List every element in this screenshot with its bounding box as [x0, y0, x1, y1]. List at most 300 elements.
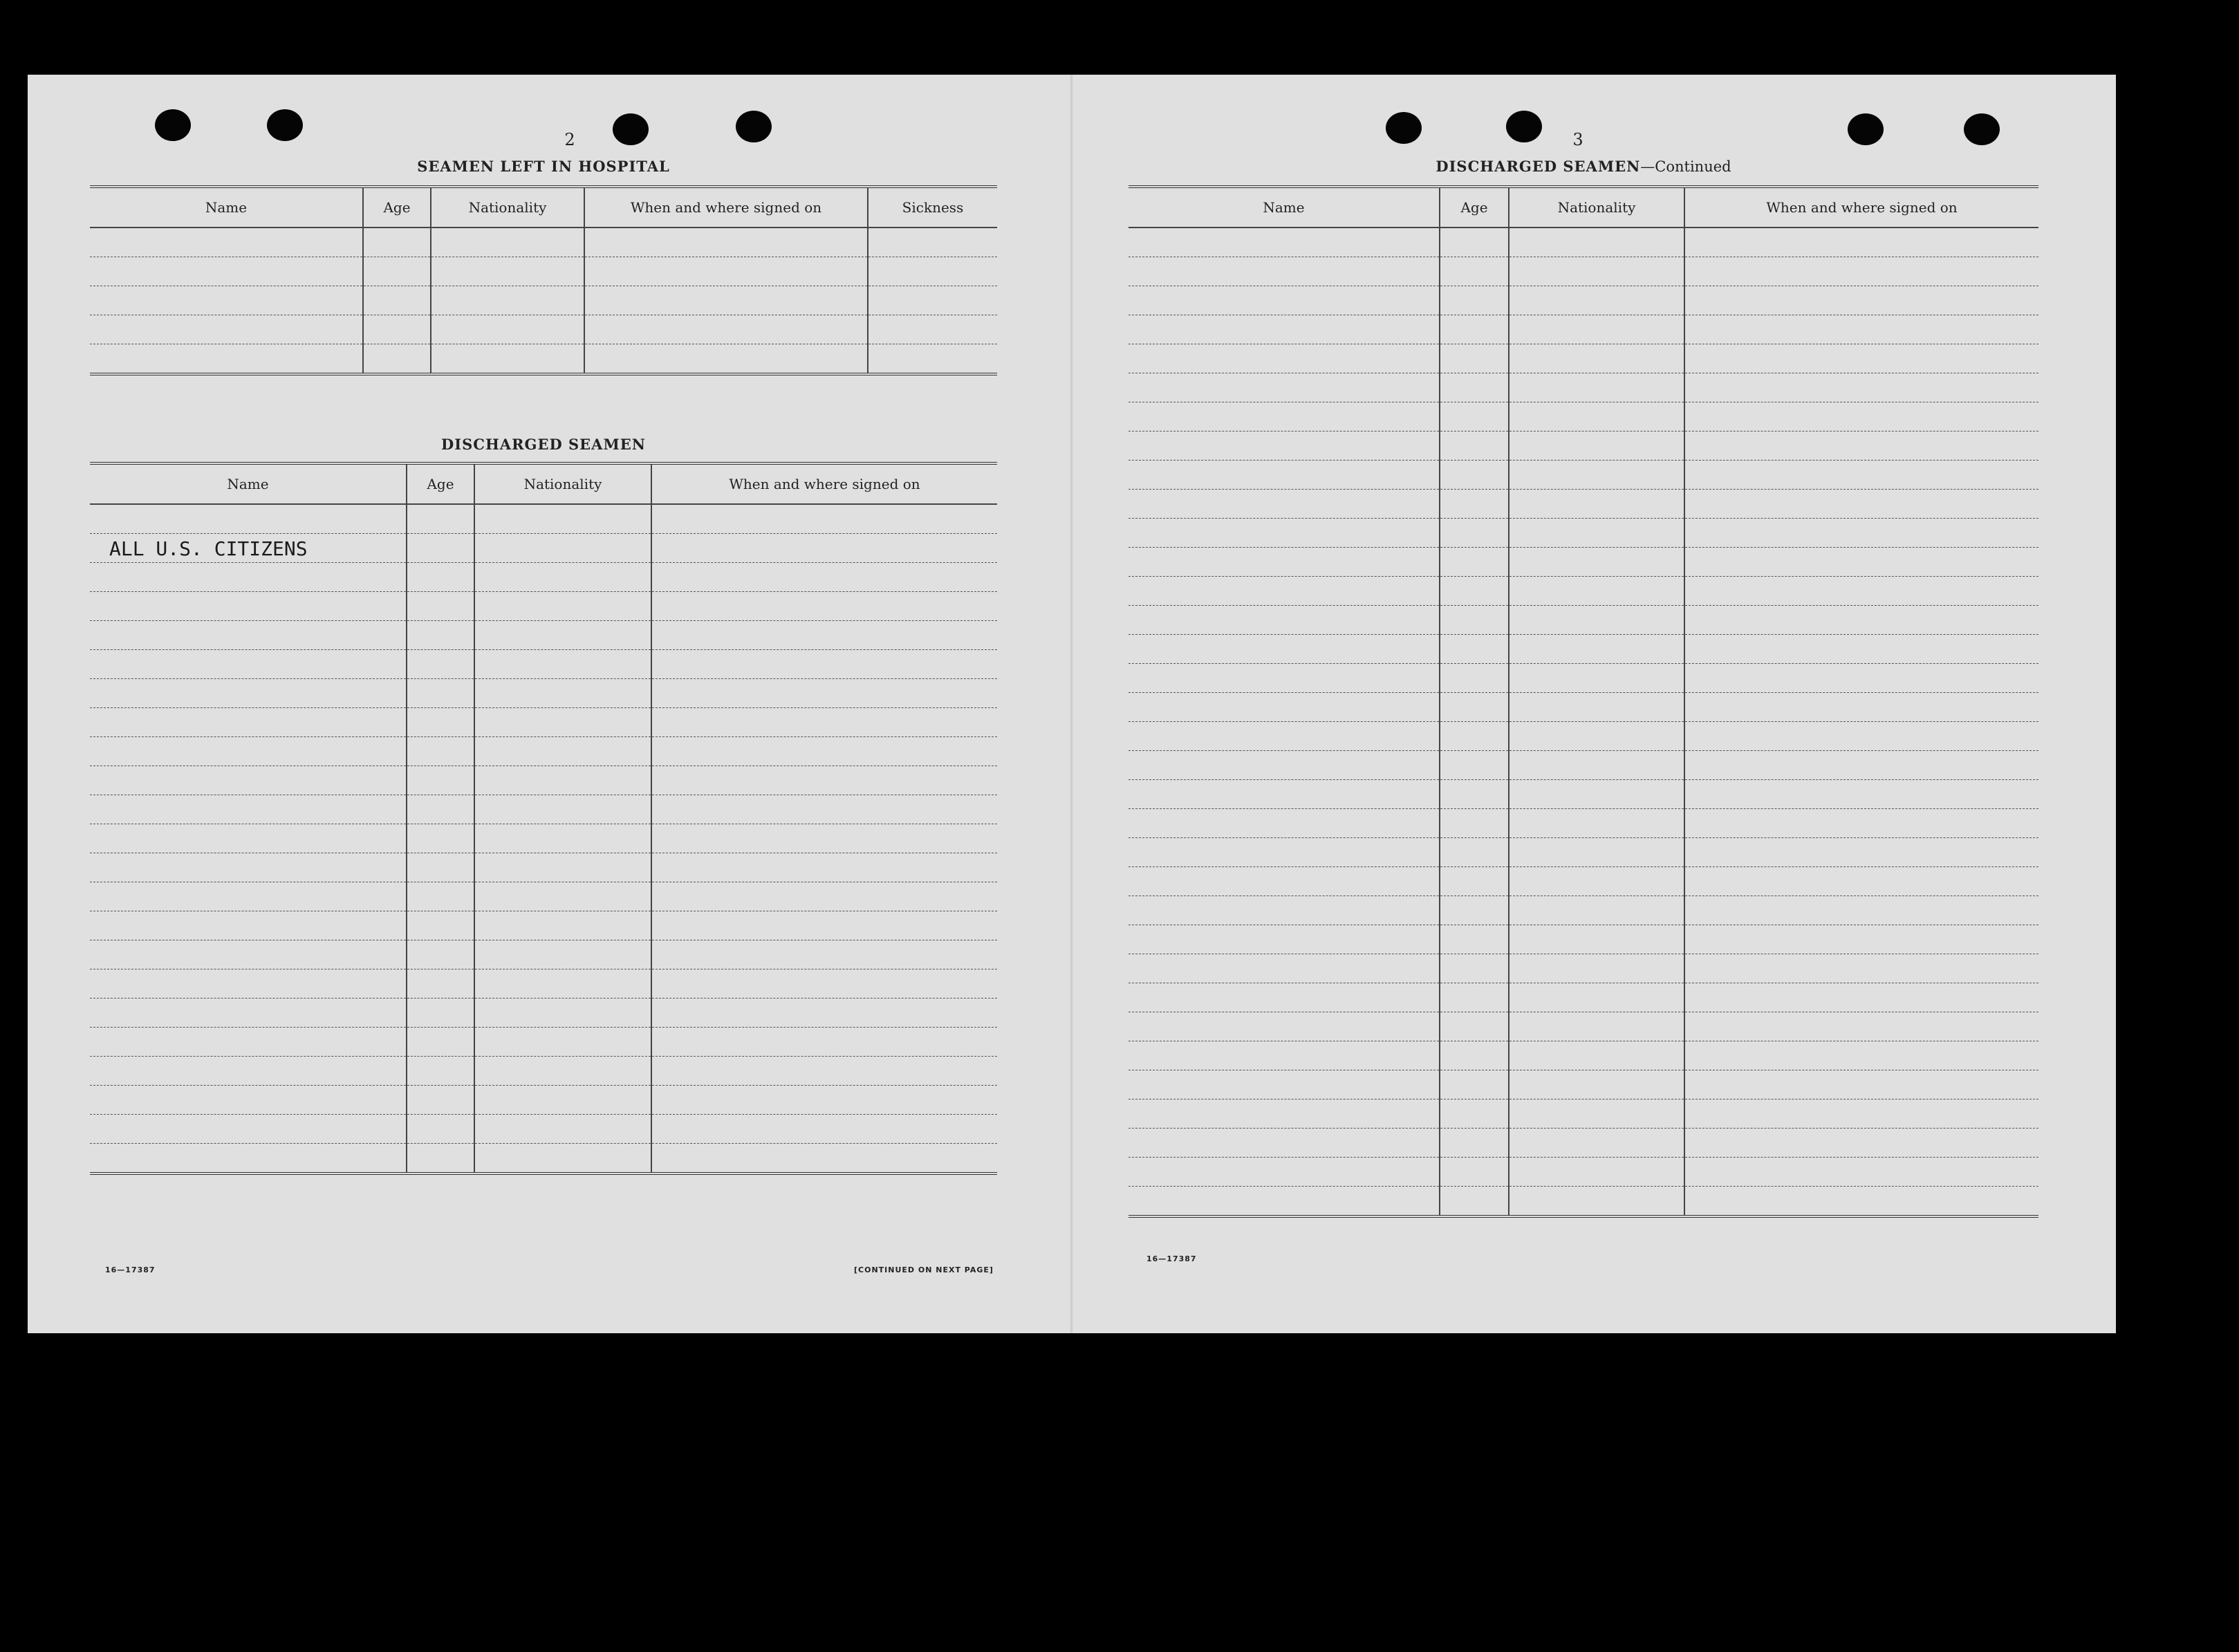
table-cell — [1509, 606, 1684, 635]
table-cell — [1128, 228, 1440, 257]
table-cell — [1128, 954, 1440, 983]
table-cell — [1128, 286, 1440, 315]
table-cell — [1128, 431, 1440, 461]
table-cell — [1509, 1187, 1684, 1217]
table-row — [1128, 693, 2038, 722]
table-row — [1128, 519, 2038, 548]
table-row — [90, 592, 997, 621]
table-cell — [1440, 402, 1509, 431]
table-cell — [1509, 577, 1684, 606]
table-cell — [584, 257, 868, 286]
table-cell — [1128, 751, 1440, 780]
table-cell — [1509, 519, 1684, 548]
table-cell — [1440, 1099, 1509, 1129]
right-page — [1128, 75, 2038, 1333]
table-cell — [407, 795, 474, 824]
table-cell — [1509, 751, 1684, 780]
table-cell — [90, 228, 363, 257]
table-cell — [1128, 780, 1440, 809]
table-row — [1128, 1070, 2038, 1099]
table-cell — [407, 824, 474, 853]
table-row — [1128, 896, 2038, 925]
table-cell — [1684, 983, 2038, 1012]
table-cell — [1684, 809, 2038, 838]
table-cell — [651, 999, 997, 1028]
page-fold — [1070, 75, 1073, 1333]
table-row — [90, 1086, 997, 1115]
table-cell — [1684, 548, 2038, 577]
table-cell — [1128, 344, 1440, 373]
table-cell — [1128, 809, 1440, 838]
table-cell — [90, 679, 407, 708]
table-cell — [1509, 838, 1684, 867]
column-header: When and where signed on — [584, 187, 868, 228]
table-cell — [1684, 315, 2038, 344]
table-cell — [431, 228, 584, 257]
table-cell — [1684, 373, 2038, 402]
table-cell — [407, 1086, 474, 1115]
table-cell — [407, 592, 474, 621]
document-sheet — [28, 75, 2116, 1333]
table-cell — [1684, 1187, 2038, 1217]
table-cell — [90, 766, 407, 795]
table-cell — [584, 286, 868, 315]
table-cell — [474, 882, 651, 911]
table-cell — [1440, 925, 1509, 954]
table-cell — [1684, 1158, 2038, 1187]
table-cell — [90, 999, 407, 1028]
table-cell — [1509, 402, 1684, 431]
table-cell — [1128, 577, 1440, 606]
table-cell — [651, 592, 997, 621]
table-cell — [651, 621, 997, 650]
table-cell — [1440, 664, 1509, 693]
table-cell — [1684, 722, 2038, 751]
table-cell — [651, 766, 997, 795]
table-cell — [407, 504, 474, 534]
table-cell — [90, 1057, 407, 1086]
hospital-section-title: SEAMEN LEFT IN HOSPITAL — [417, 158, 670, 175]
table-row — [90, 344, 997, 375]
table-row — [90, 650, 997, 679]
table-cell — [651, 940, 997, 969]
table-cell — [651, 708, 997, 737]
continued-note: [CONTINUED ON NEXT PAGE] — [854, 1265, 994, 1274]
table-cell — [1684, 1012, 2038, 1041]
table-cell — [1509, 373, 1684, 402]
table-cell — [1128, 1012, 1440, 1041]
table-cell — [1128, 490, 1440, 519]
table-cell — [1509, 722, 1684, 751]
table-cell — [1128, 1070, 1440, 1099]
table-row — [1128, 228, 2038, 257]
table-cell — [474, 911, 651, 940]
table-row — [90, 621, 997, 650]
table-cell — [1440, 1012, 1509, 1041]
table-cell — [1509, 780, 1684, 809]
table-cell — [1440, 461, 1509, 490]
table-row — [1128, 722, 2038, 751]
table-cell — [363, 228, 431, 257]
table-cell — [1128, 606, 1440, 635]
table-row — [90, 563, 997, 592]
table-cell — [1128, 519, 1440, 548]
table-cell — [1440, 373, 1509, 402]
table-cell — [90, 315, 363, 344]
section-title-suffix: —Continued — [1640, 158, 1731, 175]
column-header: Nationality — [431, 187, 584, 228]
table-row — [90, 534, 997, 563]
table-cell — [1509, 1158, 1684, 1187]
table-cell — [1440, 693, 1509, 722]
table-cell — [651, 882, 997, 911]
table-cell — [474, 969, 651, 999]
table-row — [1128, 751, 2038, 780]
table-cell — [1684, 1129, 2038, 1158]
table-cell — [1509, 548, 1684, 577]
table-cell — [1440, 577, 1509, 606]
table-cell — [474, 708, 651, 737]
table-cell — [1440, 809, 1509, 838]
table-cell — [407, 708, 474, 737]
table-cell — [1509, 954, 1684, 983]
column-header: When and where signed on — [651, 463, 997, 504]
table-cell — [868, 228, 997, 257]
table-cell — [90, 650, 407, 679]
table-cell — [1128, 1129, 1440, 1158]
table-row — [1128, 983, 2038, 1012]
table-cell — [474, 853, 651, 882]
table-cell — [90, 534, 407, 563]
table-row — [90, 1115, 997, 1144]
table-cell — [651, 679, 997, 708]
table-row — [1128, 809, 2038, 838]
table-cell — [90, 737, 407, 766]
table-cell — [474, 795, 651, 824]
table-cell — [474, 650, 651, 679]
table-cell — [1684, 344, 2038, 373]
column-header: Nationality — [474, 463, 651, 504]
table-cell — [407, 534, 474, 563]
table-row — [90, 940, 997, 969]
table-cell — [1128, 722, 1440, 751]
table-cell — [90, 1144, 407, 1174]
table-cell — [90, 1086, 407, 1115]
table-cell — [1128, 896, 1440, 925]
table-row — [90, 882, 997, 911]
table-cell — [1128, 548, 1440, 577]
table-row — [90, 853, 997, 882]
table-row — [90, 999, 997, 1028]
table-cell — [474, 534, 651, 563]
table-cell — [1128, 315, 1440, 344]
table-row — [1128, 1012, 2038, 1041]
cell-entry: ALL U.S. CITIZENS — [109, 537, 308, 560]
table-cell — [1684, 635, 2038, 664]
table-cell — [407, 853, 474, 882]
table-cell — [1684, 228, 2038, 257]
table-row — [1128, 1099, 2038, 1129]
table-cell — [584, 344, 868, 375]
table-cell — [1440, 344, 1509, 373]
table-cell — [1128, 867, 1440, 896]
table-cell — [363, 257, 431, 286]
table-cell — [90, 824, 407, 853]
table-cell — [431, 257, 584, 286]
table-cell — [90, 795, 407, 824]
discharged-continued-table — [1128, 185, 2038, 1218]
column-header: Sickness — [868, 187, 997, 228]
table-cell — [1440, 838, 1509, 867]
table-row — [1128, 402, 2038, 431]
table-row — [90, 824, 997, 853]
table-cell — [651, 824, 997, 853]
table-row — [1128, 838, 2038, 867]
table-cell — [474, 504, 651, 534]
table-cell — [90, 621, 407, 650]
table-row — [90, 1028, 997, 1057]
table-cell — [651, 534, 997, 563]
table-cell — [1440, 548, 1509, 577]
table-row — [1128, 1129, 2038, 1158]
table-row — [90, 766, 997, 795]
table-cell — [1509, 431, 1684, 461]
table-cell — [1509, 461, 1684, 490]
table-cell — [1440, 1070, 1509, 1099]
table-cell — [407, 766, 474, 795]
table-cell — [1440, 490, 1509, 519]
table-cell — [1509, 257, 1684, 286]
table-cell — [1440, 1187, 1509, 1217]
table-cell — [651, 650, 997, 679]
table-cell — [1440, 315, 1509, 344]
table-cell — [1684, 1041, 2038, 1070]
table-cell — [363, 344, 431, 375]
table-cell — [1684, 519, 2038, 548]
table-cell — [651, 1028, 997, 1057]
column-header: Name — [1128, 187, 1440, 228]
table-cell — [90, 969, 407, 999]
table-cell — [651, 737, 997, 766]
table-cell — [868, 315, 997, 344]
table-cell — [1440, 286, 1509, 315]
form-number: 16—17387 — [1146, 1254, 1197, 1263]
table-cell — [90, 257, 363, 286]
table-cell — [1128, 1041, 1440, 1070]
table-cell — [407, 1115, 474, 1144]
table-cell — [1509, 344, 1684, 373]
table-cell — [651, 1057, 997, 1086]
table-row — [1128, 664, 2038, 693]
table-cell — [651, 795, 997, 824]
table-cell — [584, 315, 868, 344]
table-row — [1128, 1041, 2038, 1070]
table-row — [90, 969, 997, 999]
table-cell — [651, 504, 997, 534]
table-cell — [1509, 809, 1684, 838]
table-cell — [407, 563, 474, 592]
table-cell — [1128, 402, 1440, 431]
column-header: Age — [363, 187, 431, 228]
table-cell — [474, 1086, 651, 1115]
table-cell — [651, 1115, 997, 1144]
table-cell — [1509, 1041, 1684, 1070]
table-row — [1128, 1158, 2038, 1187]
table-cell — [474, 824, 651, 853]
table-row — [1128, 925, 2038, 954]
table-cell — [474, 1115, 651, 1144]
table-cell — [407, 911, 474, 940]
table-cell — [90, 344, 363, 375]
table-cell — [1440, 780, 1509, 809]
table-cell — [407, 1028, 474, 1057]
column-header: Name — [90, 463, 407, 504]
table-cell — [1440, 722, 1509, 751]
table-cell — [90, 592, 407, 621]
table-cell — [1128, 635, 1440, 664]
table-cell — [1128, 838, 1440, 867]
table-cell — [407, 679, 474, 708]
table-row — [1128, 257, 2038, 286]
page-number: 2 — [564, 130, 575, 149]
table-cell — [90, 911, 407, 940]
discharged-section-title: DISCHARGED SEAMEN — [441, 436, 646, 453]
column-header: Age — [407, 463, 474, 504]
table-cell — [431, 344, 584, 375]
table-row — [90, 911, 997, 940]
table-cell — [1684, 461, 2038, 490]
table-cell — [407, 940, 474, 969]
table-cell — [363, 286, 431, 315]
table-cell — [1509, 315, 1684, 344]
table-cell — [1440, 1129, 1509, 1158]
table-cell — [474, 737, 651, 766]
table-cell — [1128, 461, 1440, 490]
table-cell — [407, 621, 474, 650]
table-row — [1128, 286, 2038, 315]
table-row — [1128, 344, 2038, 373]
table-cell — [1509, 1012, 1684, 1041]
table-cell — [1128, 1158, 1440, 1187]
table-cell — [90, 563, 407, 592]
table-cell — [1684, 577, 2038, 606]
column-header: When and where signed on — [1684, 187, 2038, 228]
table-cell — [474, 940, 651, 969]
table-cell — [407, 999, 474, 1028]
table-row — [1128, 431, 2038, 461]
table-cell — [407, 737, 474, 766]
table-row — [1128, 954, 2038, 983]
table-row — [90, 257, 997, 286]
table-row — [90, 504, 997, 534]
table-cell — [1509, 664, 1684, 693]
table-row — [90, 679, 997, 708]
table-cell — [407, 1144, 474, 1174]
table-cell — [1684, 838, 2038, 867]
table-cell — [474, 766, 651, 795]
table-cell — [1509, 867, 1684, 896]
table-cell — [1509, 1070, 1684, 1099]
table-cell — [474, 1057, 651, 1086]
table-cell — [1509, 490, 1684, 519]
table-cell — [90, 940, 407, 969]
table-cell — [474, 621, 651, 650]
table-row — [90, 708, 997, 737]
table-row — [90, 286, 997, 315]
table-cell — [1684, 693, 2038, 722]
table-row — [90, 315, 997, 344]
table-cell — [651, 853, 997, 882]
table-cell — [474, 563, 651, 592]
table-cell — [651, 1144, 997, 1174]
table-cell — [1440, 954, 1509, 983]
table-cell — [1440, 606, 1509, 635]
table-cell — [1128, 664, 1440, 693]
table-cell — [1684, 954, 2038, 983]
table-row — [90, 228, 997, 257]
table-cell — [1440, 983, 1509, 1012]
form-number: 16—17387 — [105, 1265, 156, 1274]
table-cell — [651, 969, 997, 999]
table-cell — [1128, 257, 1440, 286]
table-cell — [1684, 402, 2038, 431]
table-cell — [474, 592, 651, 621]
table-row — [90, 737, 997, 766]
table-cell — [1684, 286, 2038, 315]
table-cell — [1684, 896, 2038, 925]
table-cell — [1509, 896, 1684, 925]
table-cell — [1440, 431, 1509, 461]
table-cell — [1509, 1099, 1684, 1129]
table-cell — [1684, 925, 2038, 954]
table-cell — [1509, 228, 1684, 257]
table-cell — [431, 315, 584, 344]
table-cell — [1440, 867, 1509, 896]
table-cell — [431, 286, 584, 315]
table-cell — [1440, 257, 1509, 286]
table-cell — [90, 853, 407, 882]
table-row — [1128, 780, 2038, 809]
table-cell — [651, 563, 997, 592]
table-cell — [1684, 431, 2038, 461]
table-row — [1128, 635, 2038, 664]
table-row — [1128, 867, 2038, 896]
table-cell — [90, 708, 407, 737]
table-row — [90, 1057, 997, 1086]
table-cell — [651, 1086, 997, 1115]
table-cell — [90, 1115, 407, 1144]
table-cell — [474, 1144, 651, 1174]
column-header: Age — [1440, 187, 1509, 228]
table-cell — [90, 504, 407, 534]
section-title-main: DISCHARGED SEAMEN — [1436, 158, 1641, 175]
table-cell — [1684, 664, 2038, 693]
table-row — [1128, 577, 2038, 606]
table-cell — [1440, 635, 1509, 664]
table-cell — [1440, 1158, 1509, 1187]
column-header: Nationality — [1509, 187, 1684, 228]
table-cell — [1684, 606, 2038, 635]
table-row — [90, 1144, 997, 1174]
table-cell — [651, 911, 997, 940]
table-row — [1128, 606, 2038, 635]
table-cell — [1509, 635, 1684, 664]
table-cell — [407, 882, 474, 911]
table-cell — [474, 679, 651, 708]
table-cell — [1128, 1099, 1440, 1129]
table-cell — [1509, 286, 1684, 315]
hospital-table — [90, 185, 997, 375]
